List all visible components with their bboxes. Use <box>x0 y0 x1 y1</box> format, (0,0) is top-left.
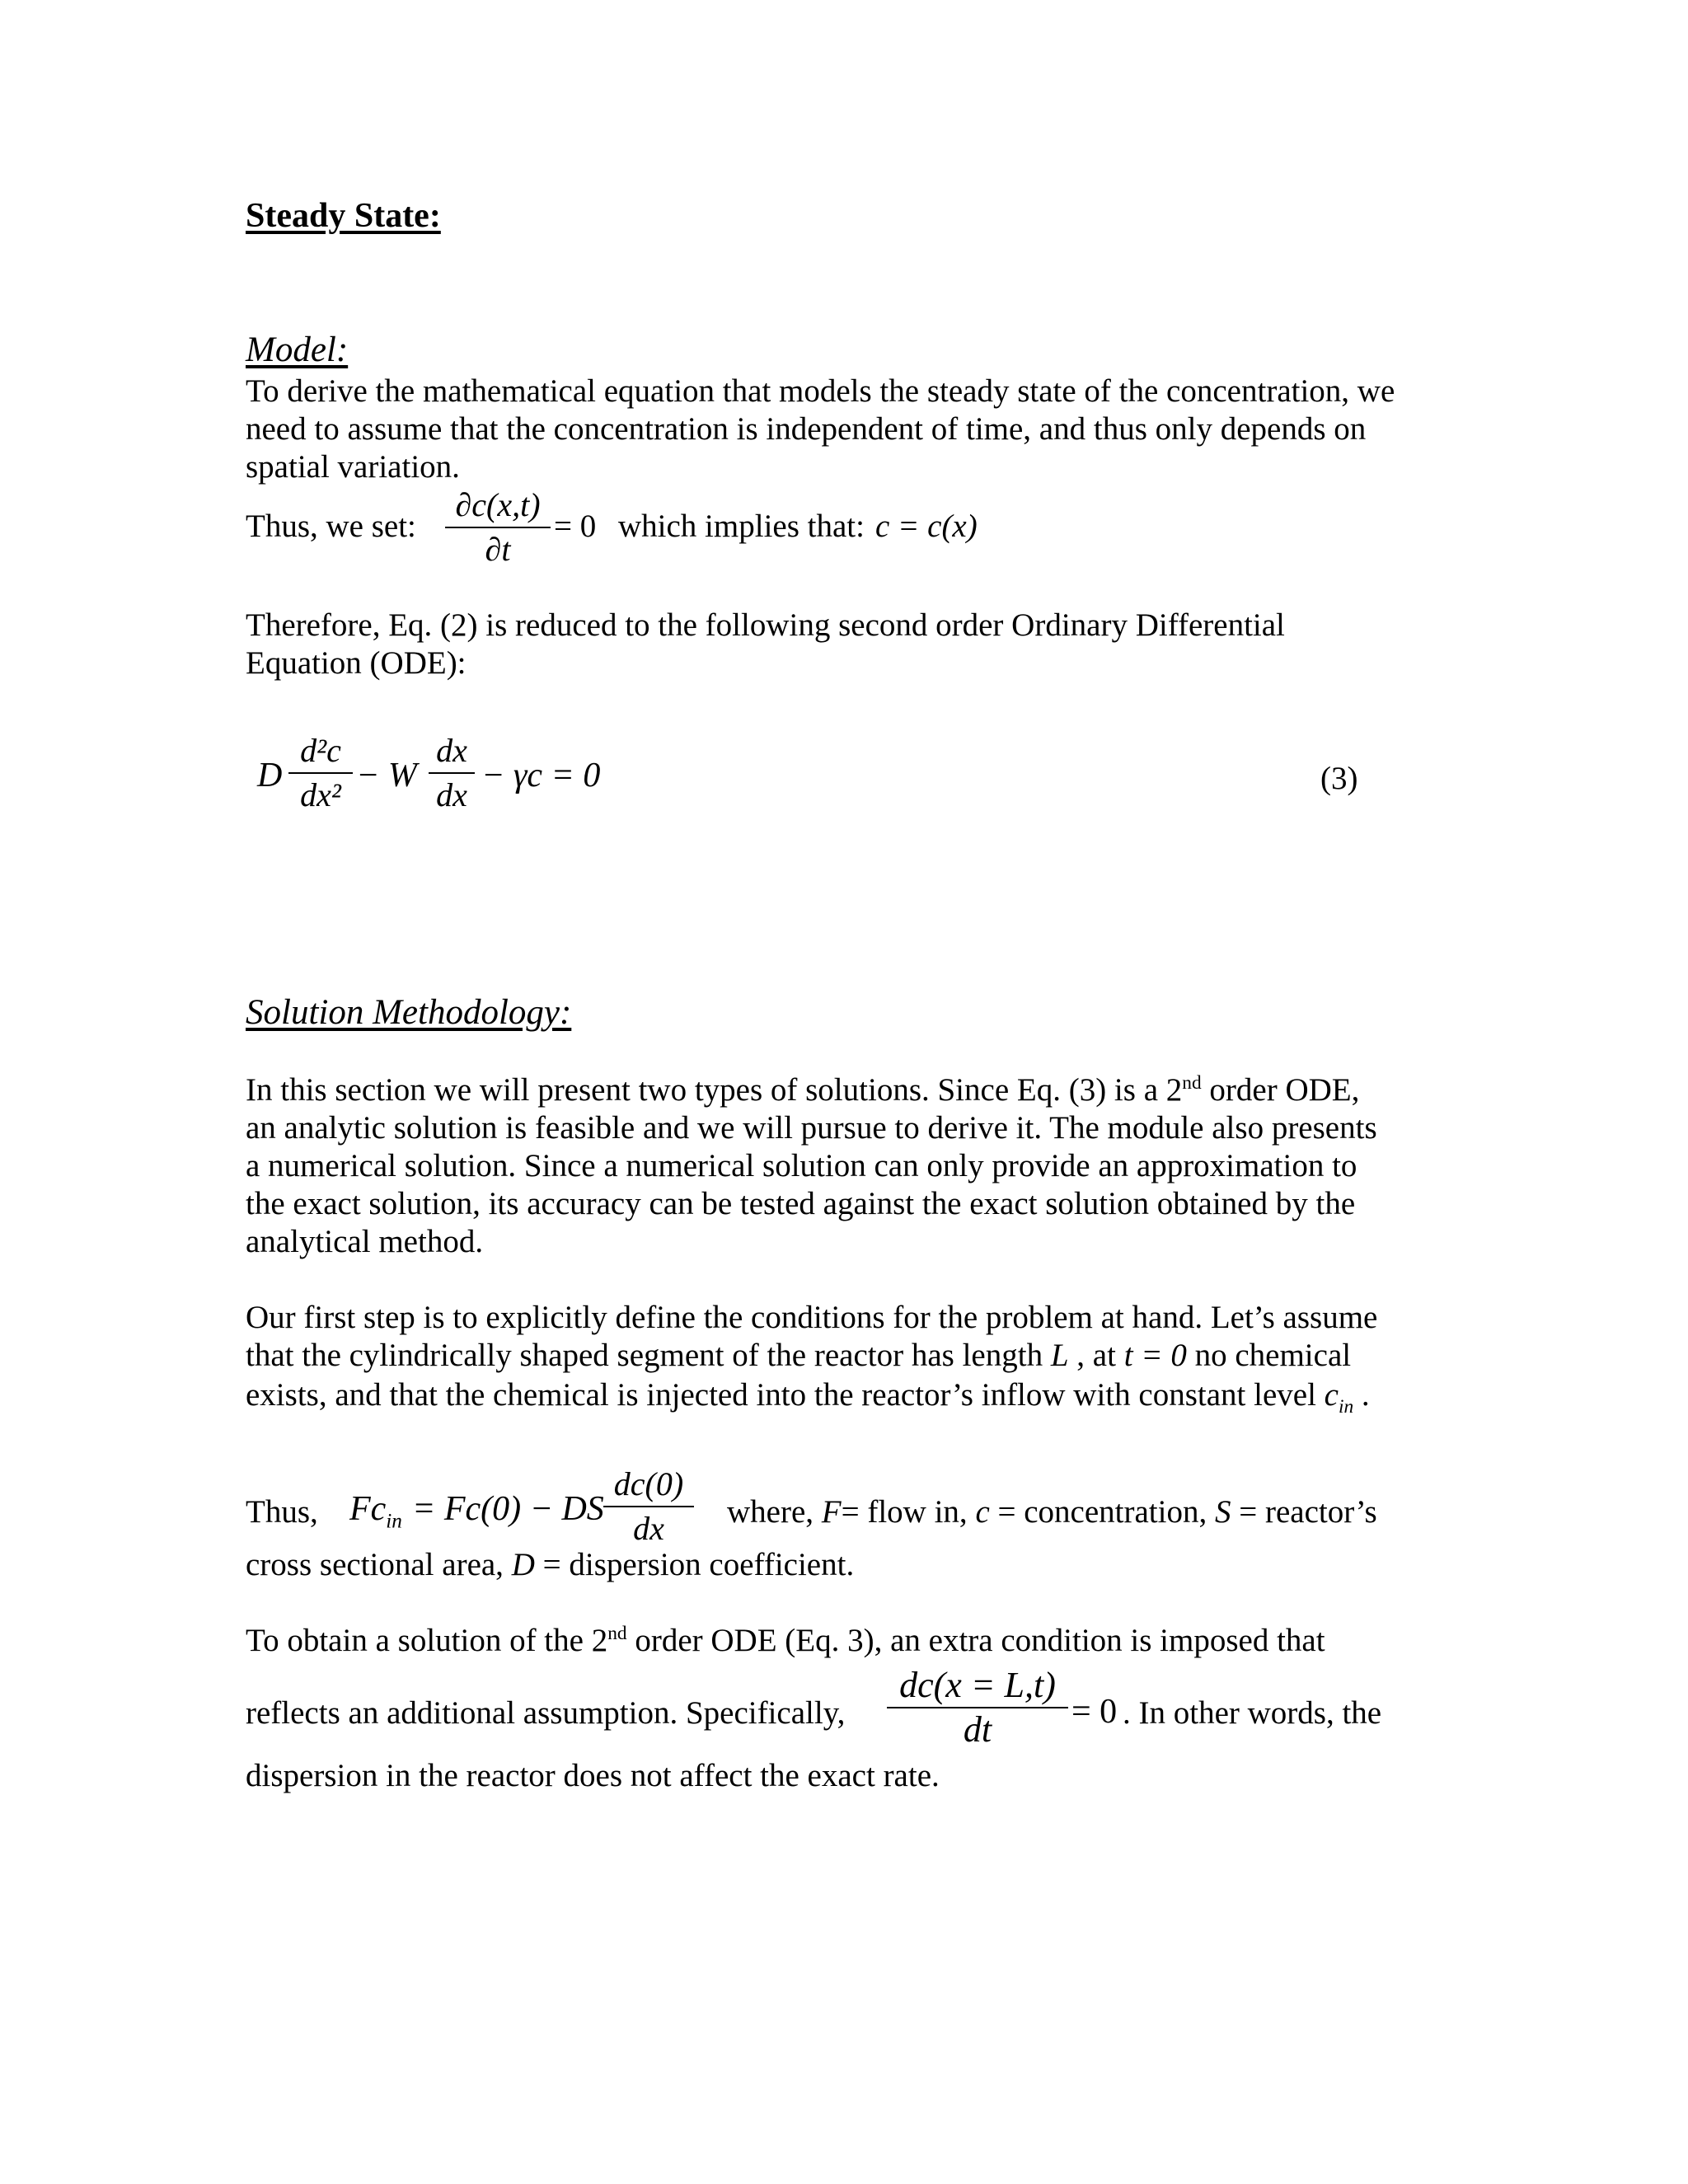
method-para1-line-2: an analytic solution is feasible and we will pursue to derive it. The module also presents <box>246 1110 1377 1146</box>
method-para2-line-3: exists, and that the chemical is injected into the reactor’s inflow with constant level $c_{in}$ . <box>246 1377 1370 1418</box>
therefore-line-2: Equation (ODE): <box>246 645 467 681</box>
partial-derivative-fraction <box>445 486 551 569</box>
ode-frac2-den: dx <box>436 776 467 813</box>
model-para-line-2: need to assume that the concentration is independent of time, and thus only depends on <box>246 411 1367 447</box>
model-title: Model: <box>246 330 349 369</box>
implies-expression: c = c(x) <box>875 509 978 544</box>
partial-denominator: ∂t <box>485 531 511 568</box>
bc-derivative-fraction <box>603 1465 694 1548</box>
ode-second-derivative <box>288 732 353 814</box>
bc-mid: = Fc(0) − DS <box>412 1490 604 1528</box>
bc-frac-num: dc(0) <box>613 1465 684 1502</box>
set-label: Thus, we set: <box>246 509 416 544</box>
ode-D: D <box>257 757 283 794</box>
method-para1-line-5: analytical method. <box>246 1224 484 1259</box>
method-para1-line-3: a numerical solution. Since a numerical solution can only provide an approximation to <box>246 1148 1357 1183</box>
ode-first-derivative <box>429 732 475 814</box>
model-para-line-3: spatial variation. <box>246 449 460 485</box>
bc-where: where, F= flow in, c = concentration, S = reactor’s <box>727 1494 1377 1530</box>
para3-line-3: dispersion in the reactor does not affect the exact rate. <box>246 1758 940 1793</box>
ode-minus-W: − W <box>356 757 417 794</box>
method-title: Solution Methodology: <box>246 993 572 1032</box>
method-para2-line-1: Our first step is to explicitly define the conditions for the problem at hand. Let’s assume <box>246 1300 1378 1335</box>
bc-thus: Thus, <box>246 1494 318 1530</box>
method-para2-line-2: that the cylindrically shaped segment of the reactor has length L , at t = 0 no chemical <box>246 1338 1352 1373</box>
extra-frac-den: dt <box>963 1709 992 1750</box>
extra-frac-num: dc(x = L,t) <box>899 1665 1056 1705</box>
ode-frac2-num: dx <box>436 732 467 769</box>
method-para1-line-1: In this section we will present two types of solutions. Since Eq. (3) is a 2nd order ODE, <box>246 1072 1360 1108</box>
extra-condition-fraction <box>887 1666 1068 1749</box>
bc-line-2: cross sectional area, D = dispersion coefficient. <box>246 1547 855 1582</box>
para3-line-1: To obtain a solution of the 2nd order ODE (Eq. 3), an extra condition is imposed that <box>246 1623 1325 1658</box>
bc-frac-den: dx <box>633 1510 664 1547</box>
ode-frac1-num: d²c <box>300 732 341 769</box>
implies-label: which implies that: <box>618 509 865 544</box>
extra-eq-zero: = 0 <box>1071 1693 1118 1731</box>
ode-tail: − γc = 0 <box>481 757 601 794</box>
equation-number: (3) <box>1320 761 1358 796</box>
partial-numerator: ∂c(x,t) <box>455 486 541 523</box>
therefore-line-1: Therefore, Eq. (2) is reduced to the following second order Ordinary Differential <box>246 607 1285 643</box>
ode-frac1-den: dx² <box>300 776 341 813</box>
model-para-line-1: To derive the mathematical equation that models the steady state of the concentration, we <box>246 373 1395 409</box>
bc-lhs: $Fc_{in}$ <box>349 1490 402 1533</box>
para3-line-2a: reflects an additional assumption. Specifically, <box>246 1695 846 1731</box>
para3-line-2b: . In other words, the <box>1123 1695 1382 1731</box>
page-title: Steady State: <box>246 197 441 235</box>
method-para1-line-4: the exact solution, its accuracy can be tested against the exact solution obtained by the <box>246 1186 1356 1221</box>
eq-zero: = 0 <box>554 509 597 544</box>
